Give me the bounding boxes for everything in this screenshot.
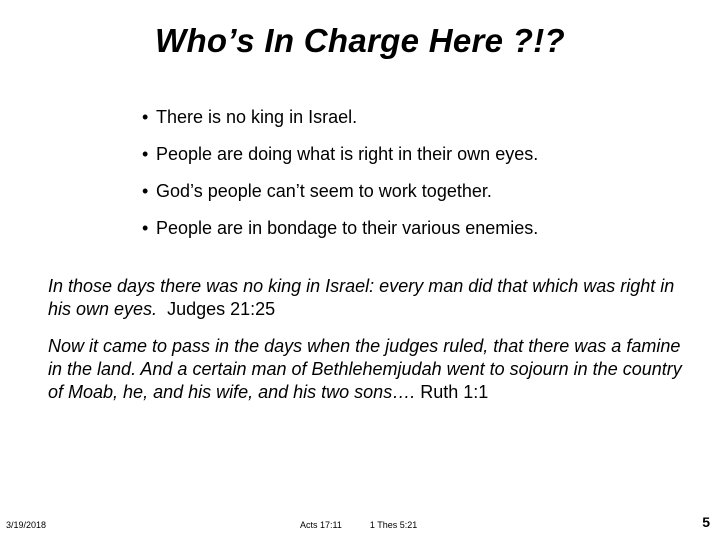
quote-text: In those days there was no king in Israel: every man did that which was right in his own eyes. [48, 276, 675, 319]
bullet-marker: • [142, 107, 149, 127]
bullet-text: God’s people can’t seem to work together. [156, 181, 492, 201]
bullet-item [142, 106, 702, 143]
footer-references [300, 520, 417, 530]
footer-ref: Acts 17:11 [300, 520, 342, 530]
page-number: 5 [702, 514, 710, 530]
bullet-text: People are in bondage to their various enemies. [156, 218, 539, 238]
quote-text: Now it came to pass in the days when the judges ruled, that there was a famine in the land. And a certain man of Bethlehemjudah went to sojourn in the country of Moab, he, and his wife, and his two sons…. [48, 336, 682, 402]
bullet-item [142, 180, 702, 217]
bullet-item [142, 143, 702, 180]
bullet-list [142, 106, 702, 254]
slide-title: Who’s In Charge Here ?!? [155, 22, 565, 59]
footer-ref: 1 Thes 5:21 [369, 520, 418, 530]
scripture-quote-ruth [48, 335, 688, 404]
bullet-marker: • [142, 181, 149, 201]
quote-reference: Judges 21:25 [167, 299, 276, 319]
scripture-quote-judges [48, 275, 688, 321]
quote-reference: Ruth 1:1 [420, 382, 489, 402]
bullet-text: There is no king in Israel. [156, 107, 358, 127]
bullet-marker: • [142, 218, 149, 238]
bullet-text: People are doing what is right in their own eyes. [156, 144, 539, 164]
bullet-item [142, 217, 702, 254]
bullet-marker: • [142, 144, 149, 164]
footer-date: 3/19/2018 [6, 520, 47, 530]
